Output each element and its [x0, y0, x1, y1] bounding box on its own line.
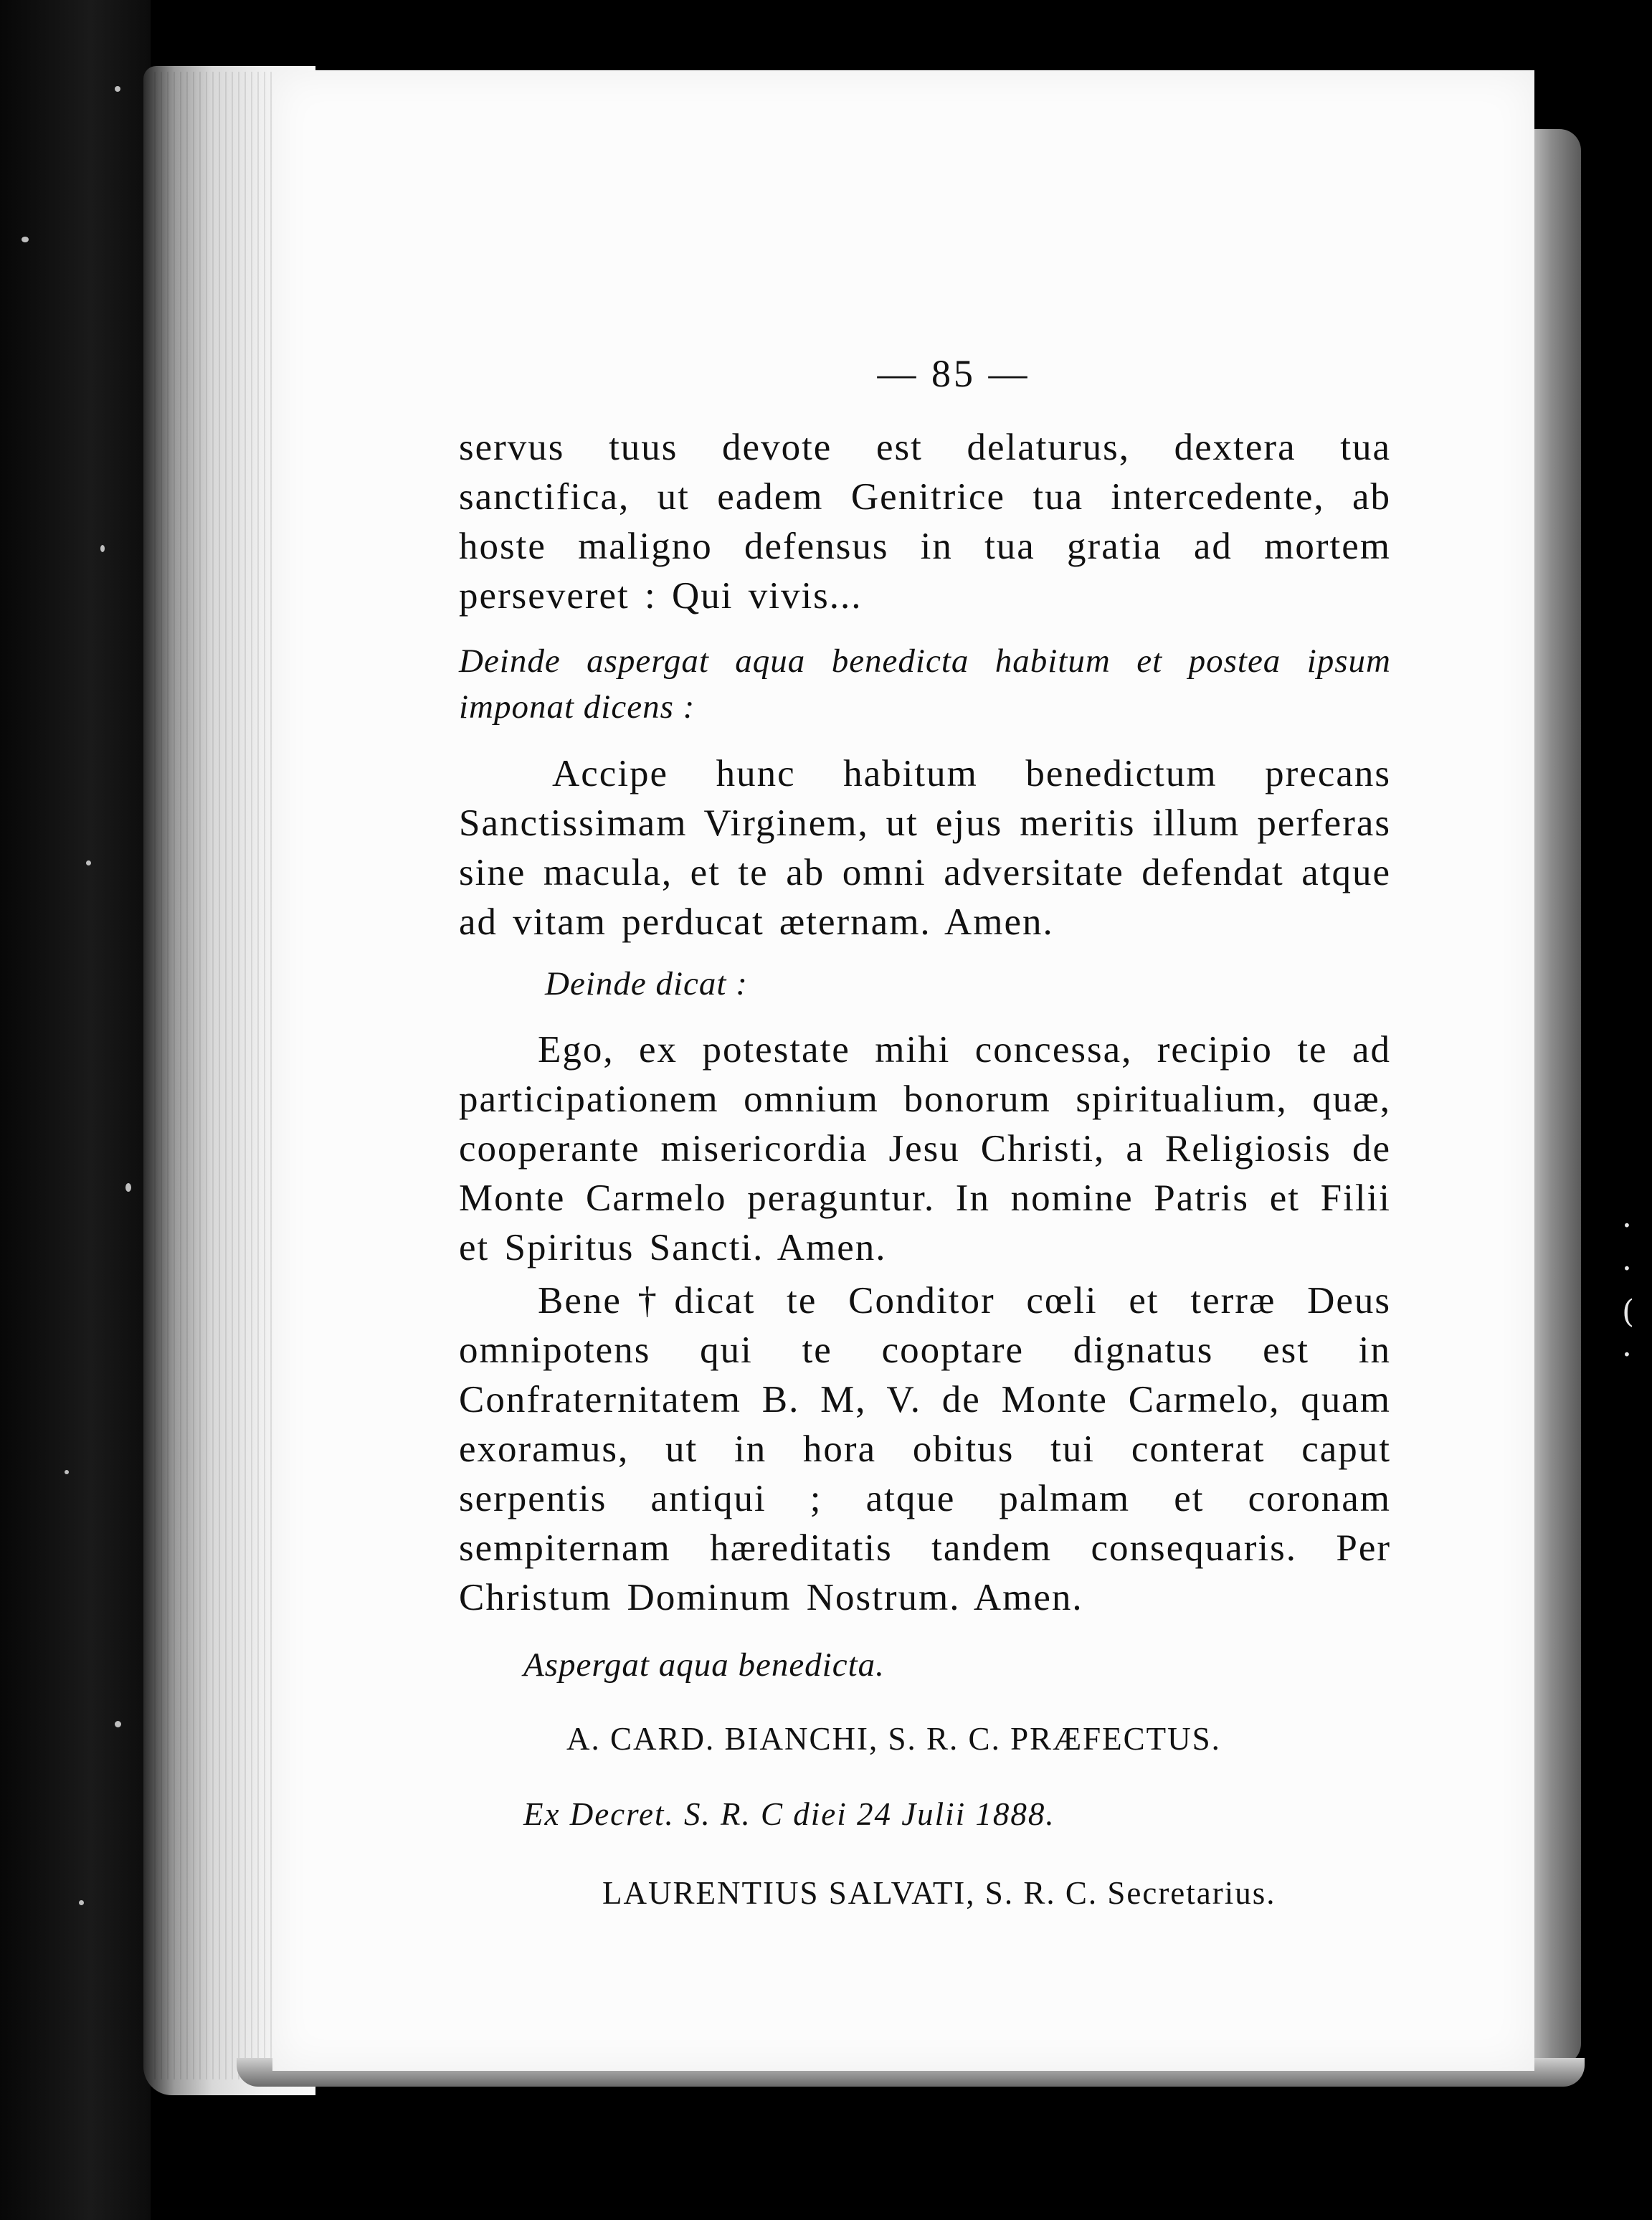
rubric-aspergat: Aspergat aqua benedicta. [523, 1646, 885, 1684]
rubric-deinde-dicat: Deinde dicat : [545, 965, 748, 1002]
decree-date: Ex Decret. S. R. C diei 24 Julii 1888. [523, 1796, 1055, 1832]
paragraph-ego-recipio: Ego, ex potestate mihi concessa, recipio te ad participationem omnium bonorum spiritualium, quæ, cooperante misericordia Jesu Christi, a Religiosis de Monte Carmelo peraguntur. In nomine Patris et Filii et Spiritus Sancti. Amen. [459, 1029, 1391, 1268]
right-page-edge [1531, 129, 1581, 2065]
signature-prefect: A. CARD. BIANCHI, S. R. C. PRÆFECTUS. [566, 1721, 1221, 1757]
rubric-sprinkle-habit: Deinde aspergat aqua benedicta habitum et postea ipsum imponat dicens : [459, 642, 1391, 726]
paragraph-closing-prayer: servus tuus devote est delaturus, dextera tua sanctifica, ut eadem Genitrice tua intercedente, ab hoste maligno defensus in tua gratia ad mortem perseveret : Qui vivis... [459, 427, 1391, 617]
paragraph-accipe-habitum: Accipe hunc habitum benedictum precans Sanctissimam Virginem, ut ejus meritis illum perferas sine macula, et te ab omni adversitate defendat atque ad vitam perducat æternam. Amen. [459, 753, 1391, 943]
page-number: — 85 — [877, 352, 1030, 395]
paragraph-benedicat: Bene†dicat te Conditor cœli et terræ Deus omnipotens qui te cooptare dignatus est in Confraternitatem B. M, V. de Monte Carmelo, quam exoramus, ut in hora obitus tui conterat caput serpentis antiqui ; atque palmam et coronam sempiternam hæreditatis tandem consequaris. Per Christum Dominum Nostrum. Amen. [459, 1280, 1391, 1618]
scan-margin-artifacts: · · ( · [1622, 1208, 1635, 1373]
scan-border-left [0, 0, 151, 2220]
signature-secretary: LAURENTIUS SALVATI, S. R. C. Secretarius. [602, 1875, 1276, 1911]
